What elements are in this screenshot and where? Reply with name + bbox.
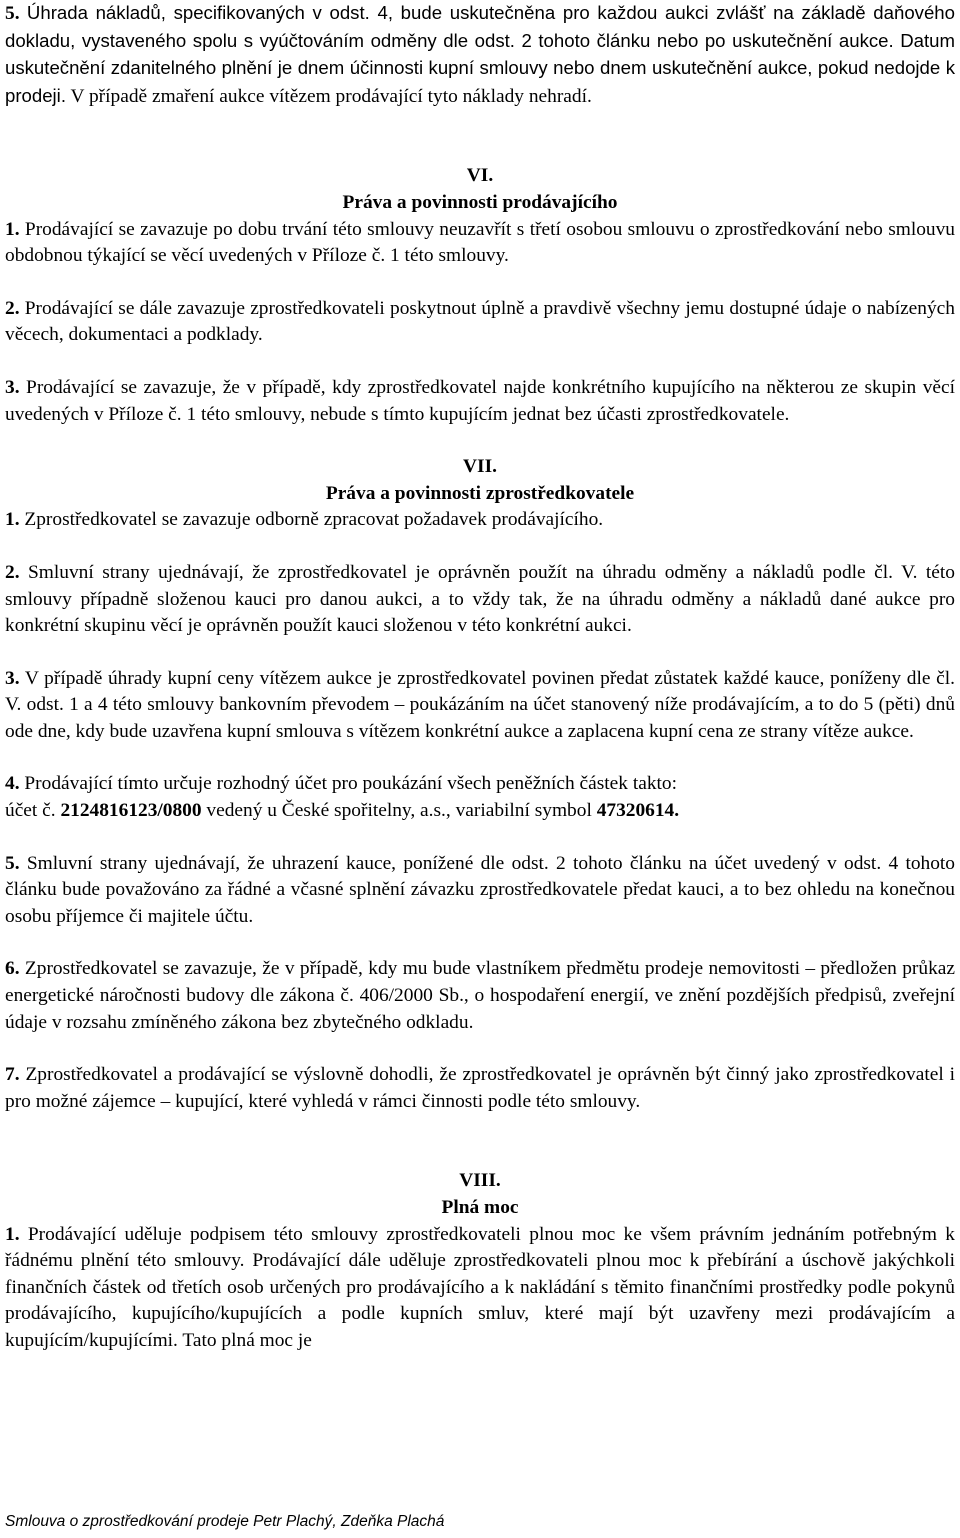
page-footer: Smlouva o zprostředkování prodeje Petr Plachý, Zdeňka Plachá bbox=[5, 1513, 445, 1530]
item-text: Smluvní strany ujednávají, že zprostředkovatel je oprávněn použít na úhradu odměny a nákladů podle čl. V. této smlouvy případně složenou kauci pro danou aukci, a to vždy tak, že na úhradu odměny a nákladů dané aukce pro konkrétní skupinu věcí je oprávněn použít kauci složenou v této konkrétní aukci. bbox=[5, 561, 955, 637]
article-7-item-2 bbox=[5, 560, 955, 640]
item-number: 3. bbox=[5, 667, 20, 689]
variable-symbol: 47320614. bbox=[596, 800, 680, 822]
article-6-number: VI. bbox=[466, 165, 494, 187]
bank-account-line bbox=[5, 798, 955, 825]
article-7-title: Práva a povinnosti zprostředkovatele bbox=[325, 482, 635, 504]
article-7-item-1 bbox=[5, 507, 955, 534]
item-text: Zprostředkovatel se zavazuje odborně zpracovat požadavek prodávajícího. bbox=[19, 509, 604, 531]
item-number: 3. bbox=[5, 376, 20, 398]
item-number: 5. bbox=[5, 852, 20, 874]
item-text: Zprostředkovatel se zavazuje, že v případě, kdy mu bude vlastníkem předmětu prodeje nemovitosti – předložen průkaz energetické náročnosti budovy dle zákona č. 406/2000 Sb., o hospodaření energií, ve znění pozdějších předpisů, zveřejní údaje v rozsahu zmíněného zákona bez zbytečného odkladu. bbox=[5, 958, 955, 1033]
item-number: 1. bbox=[5, 1223, 20, 1245]
item-text: Zprostředkovatel a prodávající se výslovně dohodli, že zprostředkovatel je oprávněn být činný jako zprostředkovatel i pro možné zájemce – kupující, které vyhledá v rámci činnosti podle této smlouvy. bbox=[5, 1064, 955, 1112]
article-8-item-1 bbox=[5, 1222, 955, 1355]
item-number: 6. bbox=[5, 958, 20, 980]
article-7-item-7 bbox=[5, 1062, 955, 1115]
account-number: 2124816123/0800 bbox=[60, 800, 202, 822]
article-7-item-6 bbox=[5, 956, 955, 1036]
document-page bbox=[5, 0, 955, 1355]
paragraph-text: Úhrada nákladů, specifikovaných v odst. 4, bude uskutečněna pro každou aukci zvlášť na základě daňového dokladu, vystaveného spolu s vyúčtováním odměny dle odst. 2 tohoto článku nebo po uskutečnění aukce. Datum uskutečnění zdanitelného plnění je dnem účinnosti kupní smlouvy nebo dnem uskutečnění aukce, pokud nedojde k prodeji. bbox=[5, 2, 955, 106]
item-text: Prodávající se dále zavazuje zprostředkovateli poskytnout úplně a pravdivě všechny jemu dostupné údaje o nabízených věcech, dokumentaci a podklady. bbox=[5, 297, 955, 346]
paragraph-5-payment bbox=[5, 0, 955, 110]
item-number: 2. bbox=[5, 561, 20, 583]
article-6-item-3 bbox=[5, 375, 955, 428]
item-text: V případě úhrady kupní ceny vítězem aukce je zprostředkovatel povinen předat zůstatek každé kauce, poníženy dle čl. V. odst. 1 a 4 této smlouvy bankovním převodem – poukázáním na účet stanovený níže prodávajícím, a to do 5 (pěti) dnů ode dne, kdy bude uzavřena kupní smlouva s vítězem konkrétní aukce a zaplacena kupní cena ze strany vítěze aukce. bbox=[5, 667, 955, 742]
account-prefix: účet č. bbox=[5, 800, 61, 822]
item-number: 1. bbox=[5, 509, 20, 531]
item-number: 7. bbox=[5, 1064, 20, 1086]
item-number: 4. bbox=[5, 773, 20, 795]
article-6-title: Práva a povinnosti prodávajícího bbox=[342, 191, 618, 213]
article-6-item-1 bbox=[5, 217, 955, 270]
item-text: Prodávající se zavazuje, že v případě, kdy zprostředkovatel najde konkrétního kupujícího na některou ze skupin věcí uvedených v Příloze č. 1 této smlouvy, nebude s tímto kupujícím jednat bez účasti zprostředkovatele. bbox=[5, 376, 955, 425]
item-text: Prodávající se zavazuje po dobu trvání této smlouvy neuzavřít s třetí osobou smlouvu o zprostředkování nebo smlouvu obdobnou týkající se věcí uvedených v Příloze č. 1 této smlouvy. bbox=[5, 218, 955, 267]
item-text: Prodávající tímto určuje rozhodný účet pro poukázání všech peněžních částek takto: bbox=[19, 773, 677, 795]
article-7-item-4 bbox=[5, 771, 955, 798]
paragraph-text-tail: V případě zmaření aukce vítězem prodávající tyto náklady nehradí. bbox=[65, 85, 592, 107]
article-8-number: VIII. bbox=[459, 1170, 501, 1192]
article-6-item-2 bbox=[5, 296, 955, 349]
article-7-number: VII. bbox=[463, 456, 497, 478]
paragraph-number: 5. bbox=[5, 3, 20, 24]
item-text: Smluvní strany ujednávají, že uhrazení kauce, ponížené dle odst. 2 tohoto článku na účet uvedený v odst. 4 tohoto článku bude považováno za řádné a včasné splnění závazku zprostředkovatele předat kauci, a to bez ohledu na konečnou osobu příjemce či majitele účtu. bbox=[5, 852, 955, 927]
item-text: Prodávající uděluje podpisem této smlouvy zprostředkovateli plnou moc ke všem právním jednáním potřebným k řádnému plnění této smlouvy. Prodávající dále uděluje zprostředkovateli plnou moc k přebírání a úschově jakýchkoli finančních částek od třetích osob určených pro prodávajícího a k nakládání s těmito finančními prostředky podle pokynů prodávajícího, kupujícího/kupujících a podle kupních smluv, které mají být uzavřeny mezi prodávajícím a kupujícím/kupujícími. Tato plná moc je bbox=[5, 1223, 955, 1351]
article-7-item-3 bbox=[5, 666, 955, 746]
article-7-item-5 bbox=[5, 851, 955, 931]
article-8-title: Plná moc bbox=[441, 1197, 519, 1218]
item-number: 1. bbox=[5, 218, 20, 240]
account-bank: vedený u České spořitelny, a.s., variabilní symbol bbox=[201, 800, 597, 822]
item-number: 2. bbox=[5, 297, 20, 319]
